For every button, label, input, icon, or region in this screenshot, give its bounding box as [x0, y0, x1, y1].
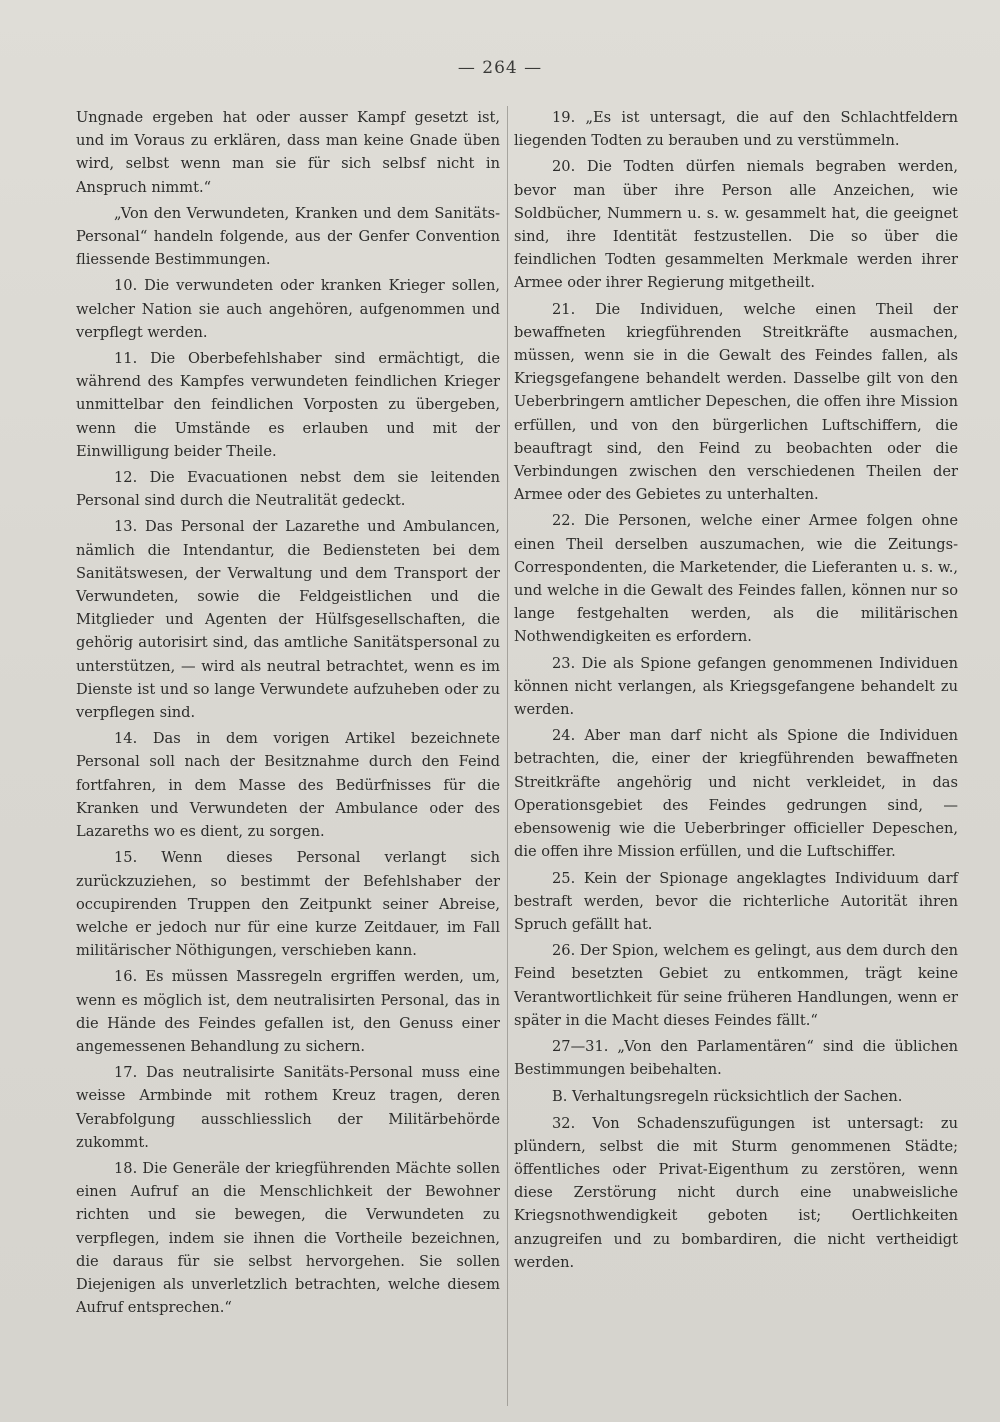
paragraph: Ungnade ergeben hat oder ausser Kampf gesetzt ist, und im Voraus zu erklären, dass man keine Gnade üben wird, selbst wenn man sie für sich selbsf nicht in Anspruch nimmt.“ — [76, 109, 500, 196]
paragraph: „Von den Verwundeten, Kranken und dem Sanitäts-Personal“ handeln folgende, aus der Genfer Convention fliessende Bestimmungen. — [76, 204, 500, 269]
section-heading: B. Verhaltungsregeln rücksichtlich der Sachen. — [552, 1088, 903, 1106]
paragraph: 23. Die als Spione gefangen genommenen Individuen können nicht verlangen, als Kriegsgefangene behandelt zu werden. — [514, 654, 958, 719]
paragraph: 11. Die Oberbefehlshaber sind ermächtigt, die während des Kampfes verwundeten feindlichen Krieger unmittelbar den feindlichen Vorposten zu übergeben, wenn die Umstände es erlauben und mit der Einwilligung beider Theile. — [76, 350, 500, 460]
paragraph: 18. Die Generäle der kriegführenden Mächte sollen einen Aufruf an die Menschlichkeit der Bewohner richten und sie bewegen, die Verwundeten zu verpflegen, indem sie ihnen die Vortheile bezeichnen, die daraus für sie selbst hervorgehen. Sie sollen Diejenigen als unverletzlich betrachten, welche diesem Aufruf entsprechen.“ — [76, 1159, 500, 1317]
column-divider — [507, 106, 508, 1406]
paragraph: 17. Das neutralisirte Sanitäts-Personal muss eine weisse Armbinde mit rothem Kreuz tragen, deren Verabfolgung ausschliesslich der Militärbehörde zukommt. — [76, 1064, 500, 1151]
paragraph: 14. Das in dem vorigen Artikel bezeichnete Personal soll nach der Besitznahme durch den Feind fortfahren, in dem Masse des Bedürfnisses für die Kranken und Verwundeten der Ambulance oder des Lazareths wo es dient, zu sorgen. — [76, 730, 500, 841]
paragraph: 19. „Es ist untersagt, die auf den Schlachtfeldern liegenden Todten zu berauben und zu verstümmeln. — [514, 109, 958, 150]
paragraph: 20. Die Todten dürfen niemals begraben werden, bevor man über ihre Person alle Anzeichen, wie Soldbücher, Nummern u. s. w. gesammelt hat, die geeignet sind, ihre Identität festzustellen. Die so über die feindlichen Todten gesammelten Merkmale werden ihrer Armee oder ihrer Regierung mitgetheilt. — [514, 158, 958, 292]
paragraph: 27—31. „Von den Parlamentären“ sind die üblichen Bestimmungen beibehalten. — [514, 1037, 958, 1079]
paragraph: 21. Die Individuen, welche einen Theil der bewaffneten kriegführenden Streitkräfte ausmachen, müssen, wenn sie in die Gewalt des Feindes fallen, als Kriegsgefangene behandelt werden. Dasselbe gilt von den Ueberbringern amtlicher Depeschen, die offen ihre Mission erfüllen, und von den bürgerlichen Luftschiffern, die beauftragt sind, den Feind zu beobachten oder die Verbindungen zwischen den verschiedenen Theilen der Armee oder des Gebietes zu unterhalten. — [514, 300, 958, 504]
paragraph: 13. Das Personal der Lazarethe und Ambulancen, nämlich die Intendantur, die Bediensteten bei dem Sanitätswesen, der Verwaltung und dem Transport der Verwundeten, sowie die Feldgeistlichen und die Mitglieder und Agenten der Hülfsgesellschaften, die gehörig autorisirt sind, das amtliche Sanitätspersonal zu unterstützen, — wird als neutral betrachtet, wenn es im Dienste ist und so lange Verwundete aufzuheben oder zu verpflegen sind. — [76, 518, 500, 722]
paragraph: 32. Von Schadenszufügungen ist untersagt: zu plündern, selbst die mit Sturm genommenen Städte; öffentliches oder Privat-Eigenthum zu zerstören, wenn diese Zerstörung nicht durch eine unabweisliche Kriegsnothwendigkeit geboten ist; Oertlichkeiten anzugreifen und zu bombardiren, die nicht vertheidigt werden. — [514, 1114, 958, 1271]
paragraph: 10. Die verwundeten oder kranken Krieger sollen, welcher Nation sie auch angehören, aufgenommen und verpflegt werden. — [76, 277, 500, 341]
paragraph: 12. Die Evacuationen nebst dem sie leitenden Personal sind durch die Neutralität gedeckt. — [76, 469, 500, 510]
paragraph: 16. Es müssen Massregeln ergriffen werden, um, wenn es möglich ist, dem neutralisirten Personal, das in die Hände des Feindes gefallen ist, den Genuss einer angemessenen Behandlung zu sichern. — [76, 968, 500, 1055]
paragraph: 15. Wenn dieses Personal verlangt sich zurückzuziehen, so bestimmt der Befehlshaber der occupirenden Truppen den Zeitpunkt seiner Abreise, welche er jedoch nur für eine kurze Zeitdauer, im Fall militärischer Nöthigungen, verschieben kann. — [76, 849, 500, 960]
paragraph: 26. Der Spion, welchem es gelingt, aus dem durch den Feind besetzten Gebiet zu entkommen, trägt keine Verantwortlichkeit für seine früheren Handlungen, wenn er später in die Macht dieses Feindes fällt.“ — [514, 942, 958, 1029]
paragraph: 24. Aber man darf nicht als Spione die Individuen betrachten, die, einer der kriegführenden bewaffneten Streitkräfte angehörig und nicht verkleidet, in das Operationsgebiet des Feindes gedrungen sind, — ebensowenig wie die Ueberbringer officieller Depeschen, die offen ihre Mission erfüllen, und die Luftschiffer. — [514, 727, 958, 861]
left-text-column — [76, 106, 500, 1319]
paragraph: 25. Kein der Spionage angeklagtes Individuum darf bestraft werden, bevor die richterliche Autorität ihren Spruch gefällt hat. — [514, 869, 958, 933]
page-number: — 264 — — [457, 58, 543, 78]
right-text-column — [514, 106, 958, 1274]
paragraph: 22. Die Personen, welche einer Armee folgen ohne einen Theil derselben auszumachen, wie die Zeitungs-Correspondenten, die Marketender, die Lieferanten u. s. w., und welche in die Gewalt des Feindes fallen, können nur so lange festgehalten werden, als die militärischen Nothwendigkeiten es erfordern. — [514, 512, 958, 646]
